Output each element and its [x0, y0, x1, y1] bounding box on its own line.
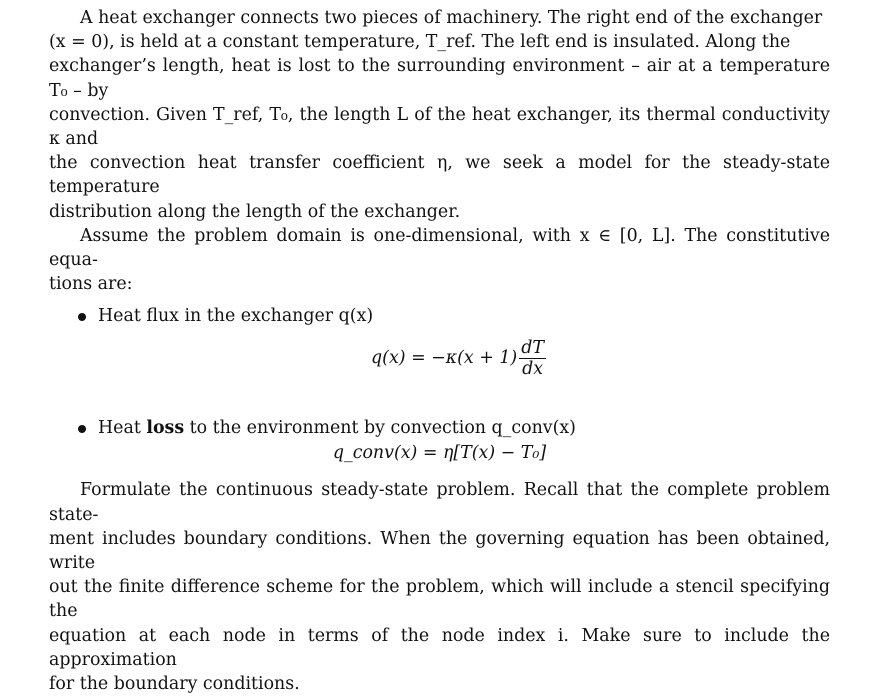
bullet-convection-text-after: to the environment by convection q_conv(x): [184, 418, 576, 439]
bullet-convection-text-before: Heat: [98, 418, 147, 439]
heat-flux-equation-lhs: q(x) = −κ(x + 1): [371, 348, 518, 369]
fraction-numerator: dT: [521, 338, 544, 359]
assumption-line-2: tions are:: [49, 274, 133, 295]
assumption-line-1: Assume the problem domain is one-dimensional, with x ∈ [0, L]. The constitutive equa-: [49, 225, 830, 271]
intro-line-2: (x = 0), is held at a constant temperature, T_ref. The left end is insulated. Along the: [49, 32, 791, 53]
task-line-2: ment includes boundary conditions. When the governing equation has been obtained, write: [49, 528, 830, 574]
bullet-convection-text-bold: loss: [146, 418, 185, 439]
task-line-3: out the finite difference scheme for the problem, which will include a stencil specifying the: [49, 577, 830, 622]
intro-line-5: the convection heat transfer coefficient η, we seek a model for the steady-state temperature: [49, 153, 830, 198]
task-line-4: equation at each node in terms of the node index i. Make sure to include the approximation: [49, 625, 830, 670]
task-line-1: Formulate the continuous steady-state problem. Recall that the complete problem state-: [49, 480, 830, 525]
convection-equation-text: q_conv(x) = η[T(x) − T₀]: [332, 443, 547, 464]
intro-line-4: convection. Given T_ref, T₀, the length L of the heat exchanger, its thermal conductivity κ and: [49, 104, 830, 150]
dT-dx-fraction: [519, 338, 546, 379]
bullet-heat-flux-text: Heat flux in the exchanger q(x): [98, 306, 374, 327]
task-paragraph: [49, 478, 830, 696]
intro-line-6: distribution along the length of the exchanger.: [49, 201, 461, 222]
task-line-5: for the boundary conditions.: [49, 674, 300, 695]
bullet-heat-flux: [49, 304, 830, 328]
convection-equation: [49, 440, 830, 466]
intro-line-3: exchanger’s length, heat is lost to the surrounding environment – air at a temperature T₀ – by: [49, 56, 830, 101]
intro-paragraph: [49, 6, 830, 224]
assumption-paragraph: [49, 224, 830, 297]
fraction-denominator: dx: [522, 359, 544, 380]
bullet-dot-icon: [78, 313, 86, 321]
bullet-dot-icon: [78, 425, 86, 433]
intro-line-1: A heat exchanger connects two pieces of machinery. The right end of the exchanger: [80, 8, 823, 28]
heat-flux-equation: [49, 330, 830, 386]
bullet-convection-loss: [49, 416, 830, 440]
